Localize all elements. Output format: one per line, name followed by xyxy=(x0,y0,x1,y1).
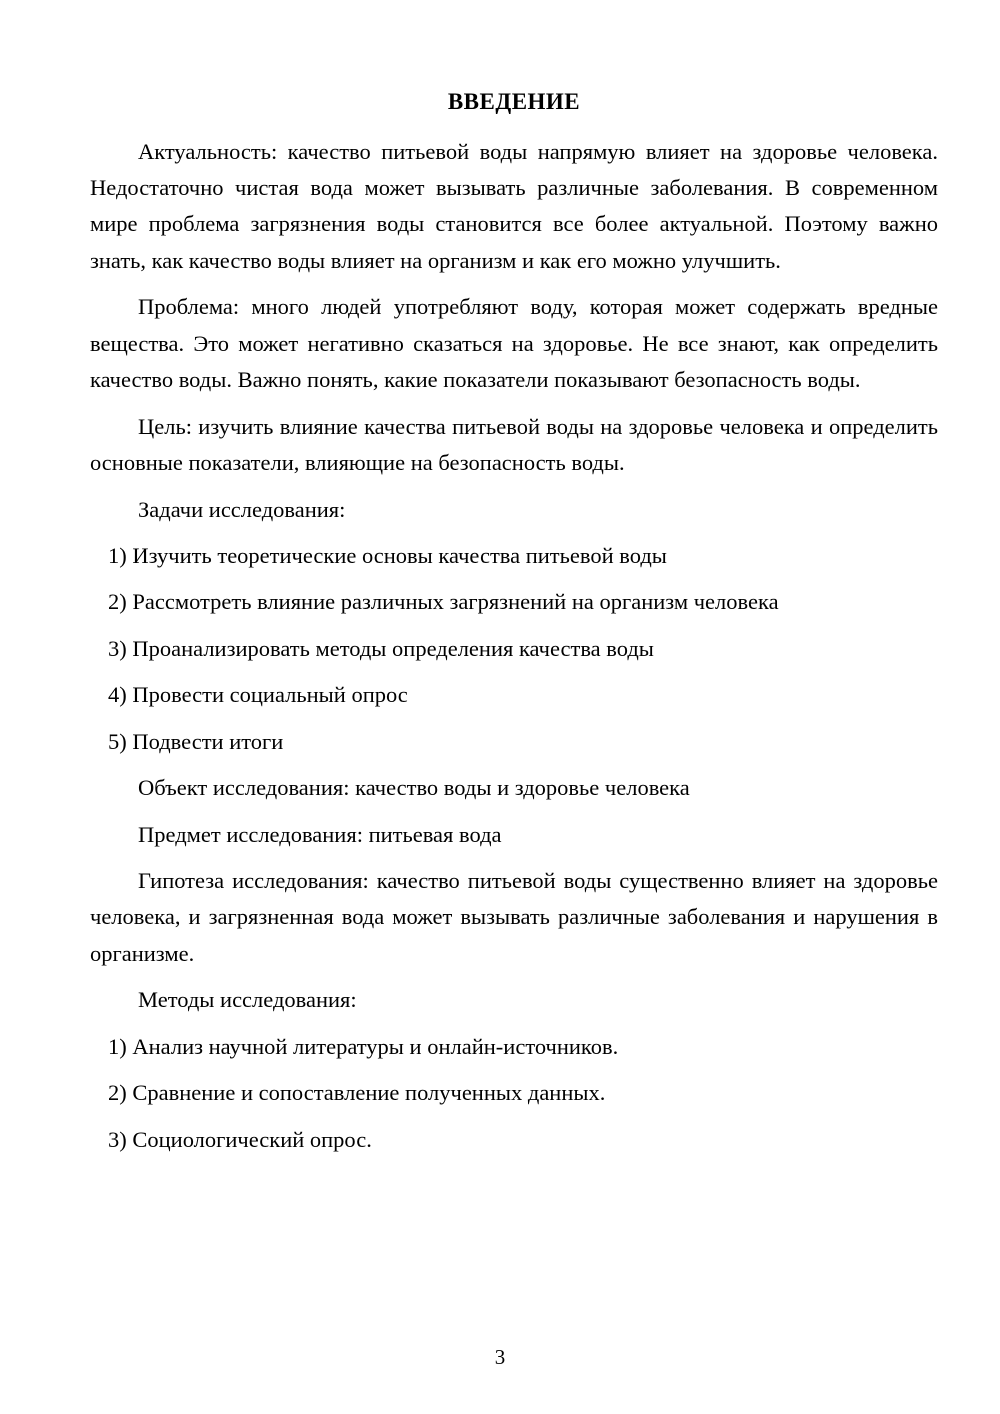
list-item: 3) Социологический опрос. xyxy=(108,1126,372,1152)
list-item: 2) Рассмотреть влияние различных загрязнений на организм человека xyxy=(108,589,779,615)
paragraph-hypothesis: Гипотеза исследования: качество питьевой воды существенно влияет на здоровье человека, и загрязненная вода может вызывать различные заболевания и нарушения в организме. xyxy=(90,868,938,966)
list-item: 2) Сравнение и сопоставление полученных данных. xyxy=(108,1080,606,1106)
list-item: 3) Проанализировать методы определения качества воды xyxy=(108,635,654,661)
research-subject: Предмет исследования: питьевая вода xyxy=(138,821,502,847)
paragraph-goal: Цель: изучить влияние качества питьевой воды на здоровье человека и определить основные показатели, влияющие на безопасность воды. xyxy=(90,413,938,476)
research-object: Объект исследования: качество воды и здоровье человека xyxy=(138,775,690,801)
list-item: 4) Провести социальный опрос xyxy=(108,682,408,708)
paragraph-relevance: Актуальность: качество питьевой воды напрямую влияет на здоровье человека. Недостаточно чистая вода может вызывать различные заболевания. В современном мире проблема загрязнения воды становится все более актуальной. Поэтому важно знать, как качество воды влияет на организм и как его можно улучшить. xyxy=(90,138,938,273)
list-item: 1) Изучить теоретические основы качества питьевой воды xyxy=(108,542,667,568)
tasks-heading: Задачи исследования: xyxy=(138,496,346,522)
list-item: 1) Анализ научной литературы и онлайн-источников. xyxy=(108,1033,619,1059)
paragraph-problem: Проблема: много людей употребляют воду, которая может содержать вредные вещества. Это может негативно сказаться на здоровье. Не все знают, как определить качество воды. Важно понять, какие показатели показывают безопасность воды. xyxy=(90,294,938,393)
page-title: ВВЕДЕНИЕ xyxy=(447,89,581,114)
list-item: 5) Подвести итоги xyxy=(108,728,284,754)
methods-heading: Методы исследования: xyxy=(138,987,357,1013)
page-number: 3 xyxy=(494,1345,506,1369)
